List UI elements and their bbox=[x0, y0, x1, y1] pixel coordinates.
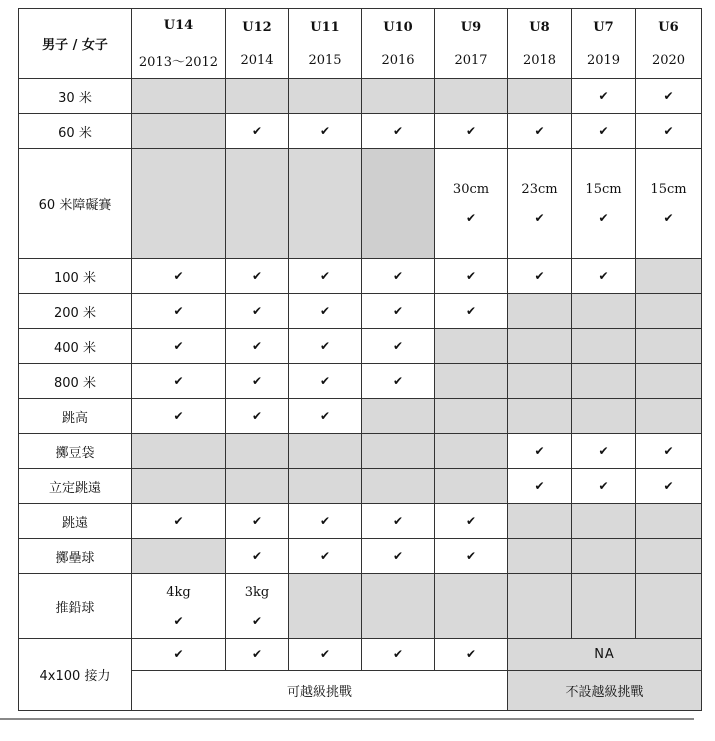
cell-eligible bbox=[132, 364, 226, 399]
event-label: 800 米 bbox=[19, 364, 132, 399]
cell-unavailable bbox=[362, 79, 435, 114]
cell-eligible bbox=[636, 469, 702, 504]
cell-eligible bbox=[226, 364, 289, 399]
row-standing-long-jump bbox=[19, 469, 702, 504]
check-icon: ✔ bbox=[319, 408, 331, 423]
cell-eligible bbox=[362, 539, 435, 574]
cell-unavailable bbox=[362, 149, 435, 259]
cell-eligible bbox=[226, 539, 289, 574]
cell-unavailable bbox=[226, 434, 289, 469]
cell-hurdle-u9 bbox=[435, 149, 508, 259]
check-icon: ✔ bbox=[598, 478, 609, 493]
cell-eligible bbox=[226, 639, 289, 671]
check-icon: ✔ bbox=[534, 478, 545, 493]
cell-unavailable bbox=[226, 149, 289, 259]
cell-eligible bbox=[362, 114, 435, 149]
cell-eligible bbox=[508, 434, 572, 469]
check-icon: ✔ bbox=[251, 303, 263, 318]
check-icon: ✔ bbox=[319, 338, 331, 353]
event-label: 60 米障礙賽 bbox=[19, 149, 132, 259]
col-u10: U10 2016 bbox=[362, 9, 435, 79]
cell-unavailable bbox=[572, 574, 636, 639]
check-icon: ✔ bbox=[173, 373, 184, 388]
cell-unavailable bbox=[508, 329, 572, 364]
cell-unavailable bbox=[435, 329, 508, 364]
cell-eligible bbox=[132, 504, 226, 539]
row-100m bbox=[19, 259, 702, 294]
check-icon: ✔ bbox=[319, 548, 331, 563]
cell-unavailable bbox=[132, 434, 226, 469]
check-icon: ✔ bbox=[598, 88, 609, 103]
header-row bbox=[19, 9, 702, 79]
check-icon: ✔ bbox=[251, 647, 263, 661]
event-label: 30 米 bbox=[19, 79, 132, 114]
cell-eligible bbox=[132, 259, 226, 294]
cell-hurdle-u6 bbox=[636, 149, 702, 259]
cell-eligible bbox=[435, 259, 508, 294]
cell-unavailable bbox=[636, 294, 702, 329]
cell-unavailable bbox=[636, 329, 702, 364]
cell-unavailable bbox=[636, 364, 702, 399]
cell-eligible bbox=[132, 639, 226, 671]
cell-eligible bbox=[289, 329, 362, 364]
cell-unavailable bbox=[362, 399, 435, 434]
event-label: 200 米 bbox=[19, 294, 132, 329]
check-icon: ✔ bbox=[251, 338, 263, 353]
check-icon: ✔ bbox=[465, 211, 477, 225]
cell-unavailable bbox=[508, 539, 572, 574]
cell-unavailable bbox=[572, 399, 636, 434]
check-icon: ✔ bbox=[534, 211, 545, 225]
cell-eligible bbox=[435, 294, 508, 329]
check-icon: ✔ bbox=[465, 268, 477, 283]
cell-unavailable bbox=[636, 574, 702, 639]
check-icon: ✔ bbox=[465, 548, 477, 563]
cell-eligible bbox=[132, 399, 226, 434]
cell-eligible bbox=[435, 539, 508, 574]
cell-unavailable bbox=[289, 574, 362, 639]
check-icon: ✔ bbox=[598, 123, 609, 138]
cell-unavailable bbox=[636, 539, 702, 574]
cell-unavailable bbox=[226, 469, 289, 504]
row-60m bbox=[19, 114, 702, 149]
cell-unavailable bbox=[362, 434, 435, 469]
cell-shot-u14 bbox=[132, 574, 226, 639]
cell-eligible bbox=[132, 329, 226, 364]
check-icon: ✔ bbox=[319, 303, 331, 318]
check-icon: ✔ bbox=[663, 443, 674, 458]
cell-eligible bbox=[572, 259, 636, 294]
check-icon: ✔ bbox=[173, 513, 184, 528]
col-u14: U14 2013～2012 bbox=[132, 9, 226, 79]
event-label: 擲壘球 bbox=[19, 539, 132, 574]
cell-eligible bbox=[362, 294, 435, 329]
cell-eligible bbox=[289, 294, 362, 329]
cell-eligible bbox=[289, 399, 362, 434]
event-label: 擲豆袋 bbox=[19, 434, 132, 469]
check-icon: ✔ bbox=[173, 647, 184, 661]
check-icon: ✔ bbox=[251, 548, 263, 563]
cell-eligible bbox=[508, 259, 572, 294]
col-u9: U9 2017 bbox=[435, 9, 508, 79]
col-u7: U7 2019 bbox=[572, 9, 636, 79]
cell-eligible bbox=[226, 259, 289, 294]
check-icon: ✔ bbox=[465, 513, 477, 528]
event-label: 4x100 接力 bbox=[19, 639, 132, 711]
check-icon: ✔ bbox=[598, 211, 609, 225]
cell-unavailable bbox=[508, 574, 572, 639]
shot-weight: 3kg bbox=[244, 584, 270, 600]
cell-unavailable bbox=[435, 364, 508, 399]
cell-eligible bbox=[226, 294, 289, 329]
cell-unavailable bbox=[132, 79, 226, 114]
check-icon: ✔ bbox=[663, 123, 674, 138]
col-u8: U8 2018 bbox=[508, 9, 572, 79]
check-icon: ✔ bbox=[319, 373, 331, 388]
check-icon: ✔ bbox=[319, 647, 331, 661]
cell-eligible bbox=[289, 259, 362, 294]
row-400m bbox=[19, 329, 702, 364]
event-label: 跳高 bbox=[19, 399, 132, 434]
cell-unavailable bbox=[435, 574, 508, 639]
check-icon: ✔ bbox=[465, 303, 477, 318]
cell-unavailable bbox=[572, 539, 636, 574]
cell-unavailable bbox=[636, 504, 702, 539]
row-60m-hurdles bbox=[19, 149, 702, 259]
col-u11: U11 2015 bbox=[289, 9, 362, 79]
check-icon: ✔ bbox=[392, 513, 404, 528]
check-icon: ✔ bbox=[598, 268, 609, 283]
cell-eligible bbox=[226, 329, 289, 364]
cell-eligible bbox=[289, 639, 362, 671]
cell-eligible bbox=[289, 114, 362, 149]
eligibility-table bbox=[18, 8, 702, 711]
check-icon: ✔ bbox=[251, 513, 263, 528]
check-icon: ✔ bbox=[465, 123, 477, 138]
check-icon: ✔ bbox=[319, 123, 331, 138]
cell-unavailable bbox=[435, 399, 508, 434]
row-shot-put bbox=[19, 574, 702, 639]
event-label: 立定跳遠 bbox=[19, 469, 132, 504]
cell-eligible bbox=[362, 329, 435, 364]
cell-unavailable bbox=[132, 149, 226, 259]
cell-unavailable bbox=[362, 469, 435, 504]
hurdle-height: 30cm bbox=[452, 182, 490, 197]
cell-unavailable bbox=[508, 79, 572, 114]
cell-unavailable bbox=[508, 294, 572, 329]
check-icon: ✔ bbox=[663, 478, 674, 493]
check-icon: ✔ bbox=[251, 613, 263, 628]
cell-eligible bbox=[572, 114, 636, 149]
check-icon: ✔ bbox=[392, 303, 404, 318]
cell-unavailable bbox=[636, 259, 702, 294]
cell-eligible bbox=[289, 364, 362, 399]
bottom-divider bbox=[0, 718, 694, 720]
check-icon: ✔ bbox=[173, 613, 184, 628]
cell-hurdle-u7 bbox=[572, 149, 636, 259]
event-label: 60 米 bbox=[19, 114, 132, 149]
check-icon: ✔ bbox=[663, 211, 674, 225]
cell-unavailable bbox=[435, 434, 508, 469]
check-icon: ✔ bbox=[251, 123, 263, 138]
event-label: 推鉛球 bbox=[19, 574, 132, 639]
row-relay bbox=[19, 639, 702, 671]
cell-unavailable bbox=[132, 469, 226, 504]
row-30m bbox=[19, 79, 702, 114]
cell-unavailable bbox=[289, 79, 362, 114]
check-icon: ✔ bbox=[173, 338, 184, 353]
cell-eligible bbox=[362, 259, 435, 294]
cell-eligible bbox=[226, 399, 289, 434]
cell-eligible bbox=[435, 504, 508, 539]
cell-eligible bbox=[435, 639, 508, 671]
cell-eligible bbox=[508, 469, 572, 504]
cell-eligible bbox=[572, 434, 636, 469]
check-icon: ✔ bbox=[251, 373, 263, 388]
cell-unavailable bbox=[508, 399, 572, 434]
cell-eligible bbox=[362, 504, 435, 539]
event-label: 跳遠 bbox=[19, 504, 132, 539]
check-icon: ✔ bbox=[392, 338, 404, 353]
hurdle-height: 23cm bbox=[521, 182, 558, 197]
cell-eligible bbox=[226, 504, 289, 539]
cell-eligible bbox=[362, 364, 435, 399]
cell-unavailable bbox=[289, 149, 362, 259]
cell-eligible bbox=[636, 434, 702, 469]
cell-eligible bbox=[226, 114, 289, 149]
cell-unavailable bbox=[435, 469, 508, 504]
check-icon: ✔ bbox=[534, 443, 545, 458]
check-icon: ✔ bbox=[392, 373, 404, 388]
cell-shot-u12 bbox=[226, 574, 289, 639]
check-icon: ✔ bbox=[251, 408, 263, 423]
hurdle-height: 15cm bbox=[585, 182, 622, 197]
check-icon: ✔ bbox=[251, 268, 263, 283]
cell-unavailable bbox=[508, 364, 572, 399]
check-icon: ✔ bbox=[392, 548, 404, 563]
cell-eligible bbox=[132, 294, 226, 329]
cell-unavailable bbox=[572, 329, 636, 364]
cell-eligible bbox=[435, 114, 508, 149]
check-icon: ✔ bbox=[173, 408, 184, 423]
cell-unavailable bbox=[289, 469, 362, 504]
check-icon: ✔ bbox=[319, 268, 331, 283]
row-800m bbox=[19, 364, 702, 399]
row-softball-throw bbox=[19, 539, 702, 574]
row-200m bbox=[19, 294, 702, 329]
check-icon: ✔ bbox=[534, 123, 545, 138]
check-icon: ✔ bbox=[392, 268, 404, 283]
cell-eligible bbox=[508, 114, 572, 149]
cell-unavailable bbox=[132, 114, 226, 149]
check-icon: ✔ bbox=[319, 513, 331, 528]
check-icon: ✔ bbox=[465, 647, 477, 661]
cell-eligible bbox=[362, 639, 435, 671]
check-icon: ✔ bbox=[173, 303, 184, 318]
relay-can-cross-note: 可越級挑戰 bbox=[132, 671, 508, 711]
cell-eligible bbox=[636, 79, 702, 114]
cell-unavailable bbox=[132, 539, 226, 574]
relay-na: NA bbox=[508, 639, 702, 671]
cell-unavailable bbox=[435, 79, 508, 114]
corner-label: 男子 / 女子 bbox=[19, 9, 132, 79]
relay-no-cross-note: 不設越級挑戰 bbox=[508, 671, 702, 711]
col-u6: U6 2020 bbox=[636, 9, 702, 79]
cell-eligible bbox=[572, 79, 636, 114]
check-icon: ✔ bbox=[598, 443, 609, 458]
col-u12: U12 2014 bbox=[226, 9, 289, 79]
check-icon: ✔ bbox=[392, 647, 404, 661]
cell-eligible bbox=[636, 114, 702, 149]
cell-hurdle-u8 bbox=[508, 149, 572, 259]
row-high-jump bbox=[19, 399, 702, 434]
cell-unavailable bbox=[572, 294, 636, 329]
cell-unavailable bbox=[289, 434, 362, 469]
cell-eligible bbox=[572, 469, 636, 504]
cell-unavailable bbox=[572, 364, 636, 399]
event-label: 400 米 bbox=[19, 329, 132, 364]
hurdle-height: 15cm bbox=[650, 182, 687, 197]
cell-eligible bbox=[289, 539, 362, 574]
row-bean-bag bbox=[19, 434, 702, 469]
cell-unavailable bbox=[572, 504, 636, 539]
cell-unavailable bbox=[636, 399, 702, 434]
check-icon: ✔ bbox=[392, 123, 404, 138]
cell-eligible bbox=[289, 504, 362, 539]
cell-unavailable bbox=[508, 504, 572, 539]
check-icon: ✔ bbox=[663, 88, 674, 103]
check-icon: ✔ bbox=[173, 268, 184, 283]
row-long-jump bbox=[19, 504, 702, 539]
cell-unavailable bbox=[226, 79, 289, 114]
cell-unavailable bbox=[362, 574, 435, 639]
event-label: 100 米 bbox=[19, 259, 132, 294]
shot-weight: 4kg bbox=[166, 584, 191, 600]
check-icon: ✔ bbox=[534, 268, 545, 283]
